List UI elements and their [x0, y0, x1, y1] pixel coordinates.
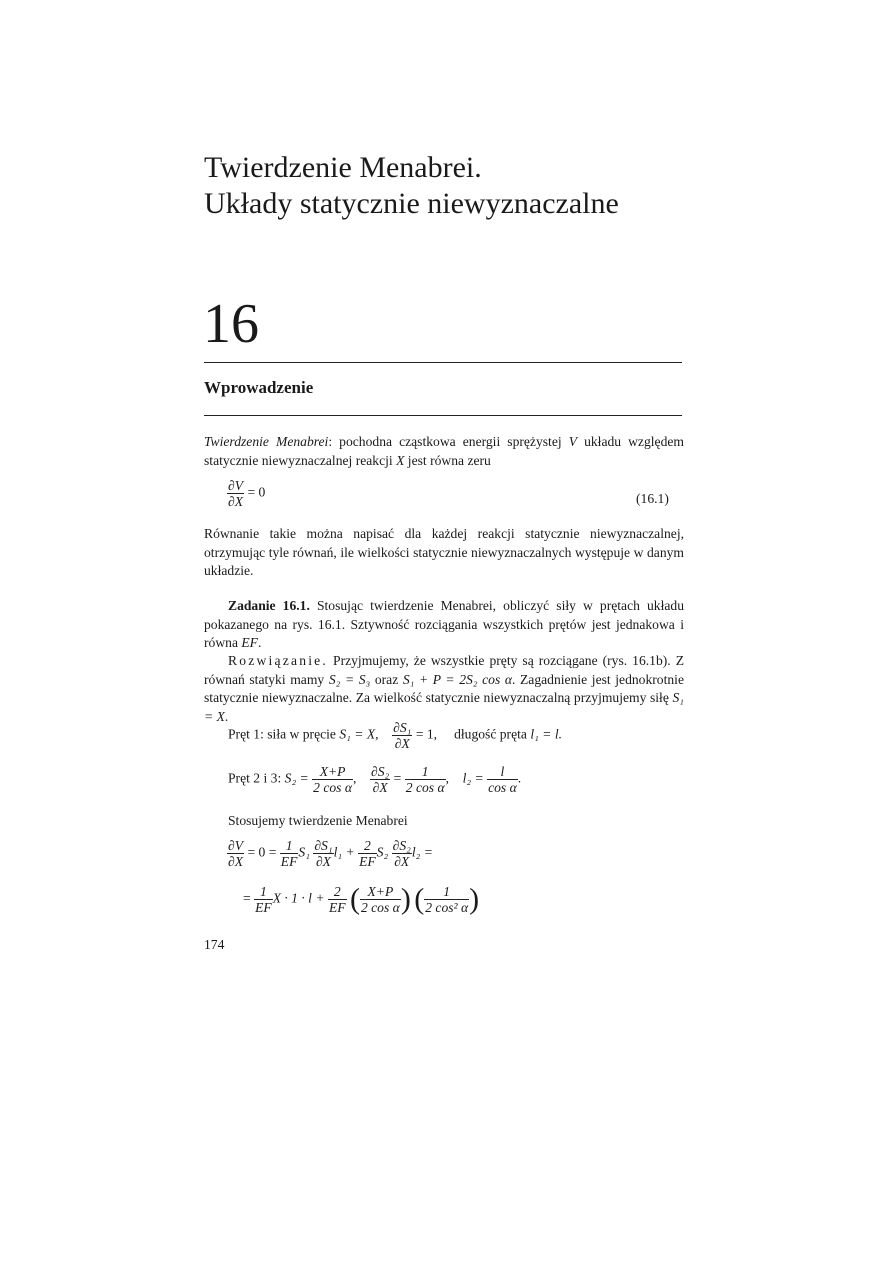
- equation-16-1: $\frac{\partial V}{\partial X}$ = 0: [228, 478, 266, 509]
- rod1-line: Pręt 1: siła w pręcie S₁ = X, $\frac{\text{∂S₁}}{\partial X}$ = 1, długość pręta l₁ = l.: [228, 720, 562, 751]
- paragraph-equations-count: Równanie takie można napisać dla każdej reakcji statycznie niewyznaczalnej, otrzymując tyle równań, ile wielkości statycznie niewyznaczalnych występuje w danym układzie.: [204, 526, 684, 578]
- task-paragraph: Zadanie 16.1. Stosując twierdzenie Menabrei, obliczyć siły w prętach układu pokazanego na rys. 16.1. Sztywność rozciągania wszystkich prętów jest jednakowa i równa EF.: [204, 598, 684, 650]
- task-label: Zadanie 16.1.: [228, 598, 310, 613]
- chapter-title-line2: Układy statycznie niewyznaczalne: [204, 187, 619, 220]
- solution-paragraph: Rozwiązanie. Przyjmujemy, że wszystkie pręty są rozciągane (rys. 16.1b). Z równań statyki mamy S₂ = S₃ oraz S₁ + P = 2S₂ cos α. Zagadnienie jest jednokrotnie statycznie niewyznaczalne. Za wielkość statycznie niewyznaczalną przyjmujemy siłę S₁ = X.: [204, 653, 684, 724]
- section-heading: Wprowadzenie: [204, 378, 314, 397]
- chapter-title-line1: Twierdzenie Menabrei.: [204, 151, 482, 184]
- apply-text: Stosujemy twierdzenie Menabrei: [228, 813, 408, 828]
- intro-paragraph: Twierdzenie Menabrei: pochodna cząstkowa energii sprężystej V układu względem statycznie niewyznaczalnej reakcji X jest równa zeru: [204, 434, 684, 468]
- chapter-title: [204, 150, 619, 222]
- rod23-line: Pręt 2 i 3: S₂ = $\frac{X+P}{\text{2 cos α}}$ , $\frac{\text{∂S₂}}{\partial X}$ = $\frac{1}{\text{2 cos α}}$ , l₂ = $\frac{l}{\text{cos α}}$ .: [228, 764, 522, 795]
- final-equation-line1: $\frac{\partial V}{\partial X}$ = 0 = $\frac{1}{EF}$ S₁ $\frac{\text{∂S₁}}{\partial X}$ l₁ + $\frac{2}{EF}$ S₂ $\frac{\text{∂S₂}}{\partial X}$ l₂ =: [228, 838, 433, 869]
- equation-label: (16.1): [636, 491, 669, 506]
- theorem-name: Twierdzenie Menabrei: [204, 434, 329, 449]
- chapter-number: 16: [203, 293, 259, 355]
- top-rule: [204, 362, 682, 363]
- section-rule: [204, 415, 682, 416]
- solution-label: Rozwiązanie.: [228, 653, 328, 668]
- page-number: 174: [204, 937, 225, 952]
- final-equation-line2: = $\frac{1}{EF}$ X · 1 · l + $\frac{2}{EF}$ ( $\frac{X+P}{\text{2 cos α}}$ ) ( $\frac{1}{\text{2 cos² α}}$ ): [243, 882, 480, 916]
